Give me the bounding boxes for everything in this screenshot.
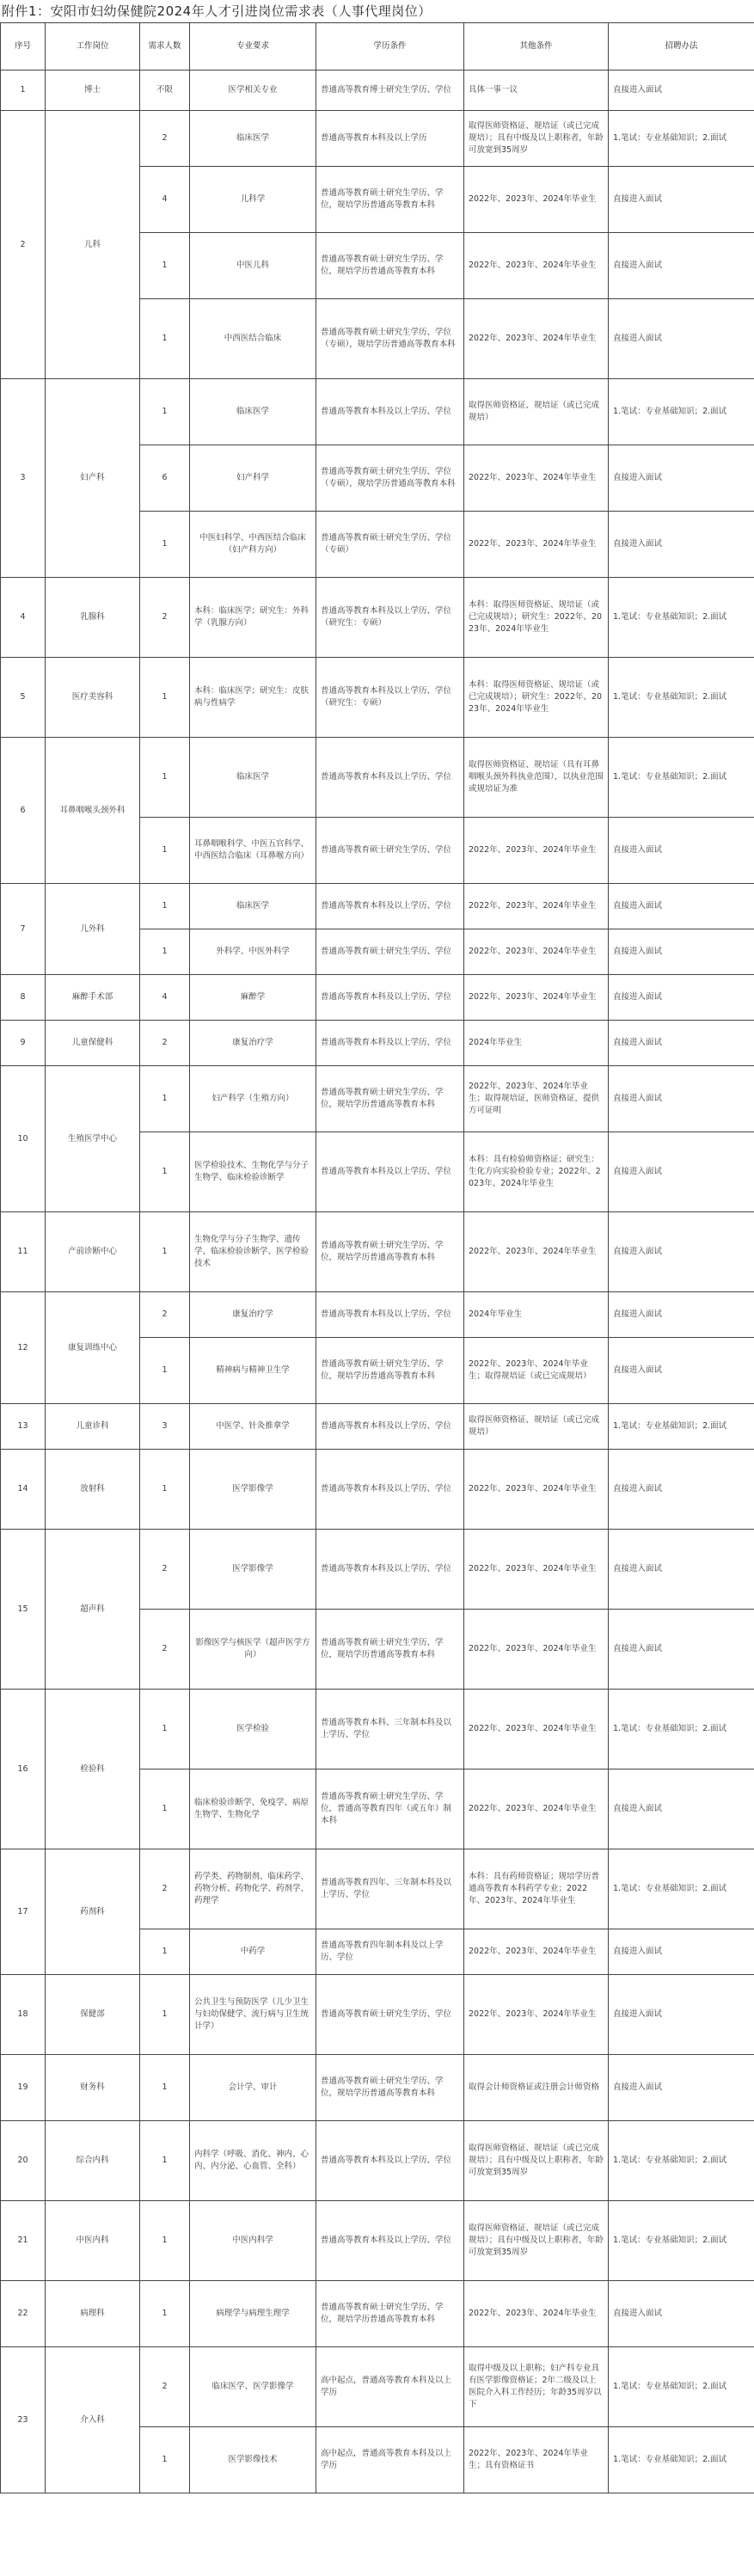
table-row — [1, 1292, 754, 1338]
cell-other: 具体一事一议 — [464, 71, 609, 111]
cell-method: 直接进入面试 — [609, 233, 754, 299]
header-major: 专业要求 — [190, 23, 316, 71]
cell-count: 1 — [140, 1132, 190, 1212]
cell-seq: 22 — [1, 2281, 46, 2347]
cell-count: 2 — [140, 1021, 190, 1066]
header-other: 其他条件 — [464, 23, 609, 71]
cell-other: 2022年、2023年、2024年毕业生 — [464, 818, 609, 884]
header-position: 工作岗位 — [46, 23, 140, 71]
cell-count: 2 — [140, 111, 190, 167]
cell-major: 临床医学 — [190, 738, 316, 818]
cell-method: 直接进入面试 — [609, 1929, 754, 1975]
cell-major: 本科：临床医学；研究生：外科学（乳腺方向） — [190, 578, 316, 658]
cell-position: 病理科 — [46, 2281, 140, 2347]
cell-education: 普通高等教育硕士研究生学历、学位 — [316, 929, 464, 975]
cell-position: 保健部 — [46, 1975, 140, 2055]
cell-other: 2022年、2023年、2024年毕业生 — [464, 512, 609, 578]
cell-count: 1 — [140, 512, 190, 578]
cell-method: 1.笔试：专业基础知识；2.面试 — [609, 1404, 754, 1450]
cell-method: 1.笔试：专业基础知识；2.面试 — [609, 379, 754, 445]
cell-count: 1 — [140, 818, 190, 884]
cell-education: 普通高等教育硕士研究生学历、学位，规培学历普通高等教育本科 — [316, 2055, 464, 2121]
cell-other: 2022年、2023年、2024年毕业生 — [464, 929, 609, 975]
cell-seq: 13 — [1, 1404, 46, 1450]
cell-count: 1 — [140, 2201, 190, 2281]
cell-position: 博士 — [46, 71, 140, 111]
cell-major: 临床医学 — [190, 379, 316, 445]
cell-method: 1.笔试：专业基础知识；2.面试 — [609, 2201, 754, 2281]
cell-education: 普通高等教育本科及以上学历、学位 — [316, 379, 464, 445]
cell-method: 直接进入面试 — [609, 975, 754, 1021]
cell-position: 耳鼻咽喉头颈外科 — [46, 738, 140, 884]
cell-position: 产前诊断中心 — [46, 1212, 140, 1292]
cell-method: 1.笔试：专业基础知识；2.面试 — [609, 1690, 754, 1769]
cell-other: 取得会计师资格证或注册会计师资格 — [464, 2055, 609, 2121]
cell-method: 直接进入面试 — [609, 1769, 754, 1849]
cell-education: 普通高等教育本科及以上学历、学位 — [316, 1450, 464, 1530]
cell-education: 普通高等教育四年制本科及以上学历、学位 — [316, 1929, 464, 1975]
cell-count: 1 — [140, 2281, 190, 2347]
cell-other: 2024年毕业生 — [464, 1021, 609, 1066]
cell-other: 2022年、2023年、2024年毕业生 — [464, 1769, 609, 1849]
table-row — [1, 884, 754, 929]
cell-major: 影像医学与核医学（超声医学方向） — [190, 1610, 316, 1690]
cell-count: 2 — [140, 2347, 190, 2427]
table-row — [1, 71, 754, 111]
cell-seq: 3 — [1, 379, 46, 578]
cell-method: 直接进入面试 — [609, 1021, 754, 1066]
cell-other: 本科：具有检验师资格证；研究生：生化方向实验检验专业；2022年、2023年、2024年毕业生 — [464, 1132, 609, 1212]
table-row — [1, 1404, 754, 1450]
cell-major: 医学影像学 — [190, 1530, 316, 1610]
cell-position: 中医内科 — [46, 2201, 140, 2281]
table-row — [1, 111, 754, 167]
cell-major: 中西医结合临床 — [190, 299, 316, 379]
cell-method: 直接进入面试 — [609, 1530, 754, 1610]
cell-education: 普通高等教育本科及以上学历、学位 — [316, 2121, 464, 2201]
cell-seq: 23 — [1, 2347, 46, 2493]
cell-major: 病理学与病理生理学 — [190, 2281, 316, 2347]
cell-count: 1 — [140, 2055, 190, 2121]
cell-major: 本科：临床医学；研究生：皮肤病与性病学 — [190, 658, 316, 738]
cell-position: 生殖医学中心 — [46, 1066, 140, 1212]
cell-method: 直接进入面试 — [609, 1610, 754, 1690]
cell-method: 1.笔试：专业基础知识；2.面试 — [609, 111, 754, 167]
cell-seq: 19 — [1, 2055, 46, 2121]
cell-method: 直接进入面试 — [609, 1975, 754, 2055]
cell-seq: 21 — [1, 2201, 46, 2281]
cell-method: 直接进入面试 — [609, 1132, 754, 1212]
cell-major: 医学相关专业 — [190, 71, 316, 111]
table-row — [1, 1212, 754, 1292]
table-row — [1, 578, 754, 658]
cell-count: 2 — [140, 1292, 190, 1338]
cell-major: 中医学、针灸推拿学 — [190, 1404, 316, 1450]
cell-other: 2022年、2023年、2024年毕业生；取得规培证（或已完成规培） — [464, 1338, 609, 1404]
cell-position: 康复训练中心 — [46, 1292, 140, 1404]
cell-count: 2 — [140, 578, 190, 658]
cell-position: 放射科 — [46, 1450, 140, 1530]
cell-seq: 7 — [1, 884, 46, 975]
cell-seq: 6 — [1, 738, 46, 884]
recruitment-table — [0, 22, 754, 2493]
cell-seq: 17 — [1, 1849, 46, 1975]
table-row — [1, 1849, 754, 1929]
cell-other: 2022年、2023年、2024年毕业生；取得规培证，医师资格证，提供方可证明 — [464, 1066, 609, 1132]
cell-method: 直接进入面试 — [609, 2281, 754, 2347]
table-row — [1, 1690, 754, 1769]
cell-seq: 5 — [1, 658, 46, 738]
cell-seq: 4 — [1, 578, 46, 658]
cell-count: 不限 — [140, 71, 190, 111]
cell-other: 2022年、2023年、2024年毕业生 — [464, 233, 609, 299]
cell-education: 普通高等教育本科及以上学历、学位 — [316, 1404, 464, 1450]
cell-major: 康复治疗学 — [190, 1292, 316, 1338]
cell-method: 直接进入面试 — [609, 1212, 754, 1292]
cell-education: 普通高等教育硕士研究生学历、学位，规培学历普通高等教育本科 — [316, 1212, 464, 1292]
cell-other: 取得医师资格证、规培证（或已完成规培）；具有中级及以上职称者，年龄可放宽到35周岁 — [464, 2121, 609, 2201]
cell-major: 临床医学 — [190, 884, 316, 929]
cell-education: 普通高等教育硕士研究生学历、学位，规培学历普通高等教育本科 — [316, 167, 464, 233]
cell-other: 本科：具有药师资格证；规培学历普通高等教育本科药学专业；2022年、2023年、2024年毕业生 — [464, 1849, 609, 1929]
cell-count: 1 — [140, 379, 190, 445]
table-row — [1, 2347, 754, 2427]
cell-major: 中医妇科学、中西医结合临床（妇产科方向） — [190, 512, 316, 578]
cell-count: 6 — [140, 445, 190, 512]
cell-major: 康复治疗学 — [190, 1021, 316, 1066]
cell-position: 财务科 — [46, 2055, 140, 2121]
cell-education: 普通高等教育本科及以上学历、学位 — [316, 1132, 464, 1212]
cell-count: 1 — [140, 1338, 190, 1404]
cell-method: 1.笔试：专业基础知识；2.面试 — [609, 1849, 754, 1929]
cell-other: 2022年、2023年、2024年毕业生 — [464, 1690, 609, 1769]
cell-method: 直接进入面试 — [609, 71, 754, 111]
cell-major: 临床检验诊断学、免疫学、病原生物学、生物化学 — [190, 1769, 316, 1849]
cell-education: 普通高等教育本科及以上学历、学位 — [316, 884, 464, 929]
cell-method: 直接进入面试 — [609, 884, 754, 929]
cell-education: 普通高等教育硕士研究生学历、学位，规培学历普通高等教育本科 — [316, 1066, 464, 1132]
cell-other: 2022年、2023年、2024年毕业生 — [464, 2281, 609, 2347]
cell-position: 儿童诊科 — [46, 1404, 140, 1450]
cell-other: 取得中级及以上职称；妇产科专业具有医学影像资格证；2年二级及以上医院介入科工作经历；年龄35周岁以下 — [464, 2347, 609, 2427]
cell-count: 1 — [140, 1769, 190, 1849]
cell-seq: 10 — [1, 1066, 46, 1212]
cell-count: 2 — [140, 1610, 190, 1690]
cell-count: 1 — [140, 929, 190, 975]
cell-count: 4 — [140, 975, 190, 1021]
cell-education: 普通高等教育硕士研究生学历、学位，规培学历普通高等教育本科 — [316, 233, 464, 299]
cell-education: 普通高等教育本科及以上学历、学位 — [316, 2201, 464, 2281]
cell-count: 1 — [140, 658, 190, 738]
cell-count: 1 — [140, 884, 190, 929]
cell-method: 直接进入面试 — [609, 1292, 754, 1338]
cell-seq: 12 — [1, 1292, 46, 1404]
cell-other: 2022年、2023年、2024年毕业生 — [464, 299, 609, 379]
cell-other: 2022年、2023年、2024年毕业生；具有资格证书 — [464, 2427, 609, 2493]
header-education: 学历条件 — [316, 23, 464, 71]
table-row — [1, 2121, 754, 2201]
cell-position: 介入科 — [46, 2347, 140, 2493]
cell-education: 普通高等教育本科及以上学历 — [316, 111, 464, 167]
cell-other: 本科：取得医师资格证、规培证（或已完成规培）；研究生：2022年、2023年、2024年毕业生 — [464, 658, 609, 738]
cell-major: 会计学、审计 — [190, 2055, 316, 2121]
cell-major: 临床医学、医学影像学 — [190, 2347, 316, 2427]
header-count: 需求人数 — [140, 23, 190, 71]
table-row — [1, 2055, 754, 2121]
cell-count: 1 — [140, 299, 190, 379]
cell-position: 药剂科 — [46, 1849, 140, 1975]
table-row — [1, 1021, 754, 1066]
cell-education: 高中起点，普通高等教育本科及以上学历 — [316, 2427, 464, 2493]
cell-major: 妇产科学（生殖方向） — [190, 1066, 316, 1132]
cell-count: 1 — [140, 738, 190, 818]
cell-education: 普通高等教育硕士研究生学历、学位（专硕），规培学历普通高等教育本科 — [316, 445, 464, 512]
cell-count: 3 — [140, 1404, 190, 1450]
cell-method: 直接进入面试 — [609, 929, 754, 975]
cell-education: 高中起点，普通高等教育本科及以上学历 — [316, 2347, 464, 2427]
cell-position: 儿外科 — [46, 884, 140, 975]
cell-other: 2022年、2023年、2024年毕业生 — [464, 1212, 609, 1292]
cell-method: 直接进入面试 — [609, 1066, 754, 1132]
cell-count: 2 — [140, 1849, 190, 1929]
cell-position: 医疗美容科 — [46, 658, 140, 738]
cell-major: 麻醉学 — [190, 975, 316, 1021]
cell-major: 医学检验 — [190, 1690, 316, 1769]
cell-education: 普通高等教育硕士研究生学历、学位（专硕） — [316, 512, 464, 578]
cell-position: 综合内科 — [46, 2121, 140, 2201]
cell-method: 直接进入面试 — [609, 512, 754, 578]
cell-education: 普通高等教育本科及以上学历、学位 — [316, 1292, 464, 1338]
cell-major: 公共卫生与预防医学（儿少卫生与妇幼保健学、流行病与卫生统计学） — [190, 1975, 316, 2055]
cell-count: 1 — [140, 233, 190, 299]
cell-other: 2022年、2023年、2024年毕业生 — [464, 1450, 609, 1530]
cell-major: 药学类、药物制剂、临床药学、药物分析、药物化学、药剂学、药理学 — [190, 1849, 316, 1929]
cell-method: 1.笔试：专业基础知识；2.面试 — [609, 2347, 754, 2427]
table-row — [1, 738, 754, 818]
cell-education: 普通高等教育硕士研究生学历、学位，规培学历普通高等教育本科 — [316, 1338, 464, 1404]
table-row — [1, 1975, 754, 2055]
cell-method: 1.笔试：专业基础知识；2.面试 — [609, 578, 754, 658]
cell-count: 1 — [140, 1066, 190, 1132]
table-row — [1, 1450, 754, 1530]
cell-seq: 18 — [1, 1975, 46, 2055]
cell-education: 普通高等教育本科及以上学历、学位 — [316, 975, 464, 1021]
cell-education: 普通高等教育本科及以上学历、学位 — [316, 738, 464, 818]
cell-count: 1 — [140, 1929, 190, 1975]
cell-count: 2 — [140, 1530, 190, 1610]
cell-seq: 9 — [1, 1021, 46, 1066]
cell-position: 麻醉手术部 — [46, 975, 140, 1021]
cell-seq: 1 — [1, 71, 46, 111]
table-row — [1, 1530, 754, 1610]
cell-position: 检验科 — [46, 1690, 140, 1849]
cell-other: 取得医师资格证、规培证（或已完成规培） — [464, 379, 609, 445]
cell-seq: 16 — [1, 1690, 46, 1849]
table-row — [1, 975, 754, 1021]
table-row — [1, 1066, 754, 1132]
cell-other: 2022年、2023年、2024年毕业生 — [464, 1975, 609, 2055]
cell-major: 医学检验技术、生物化学与分子生物学、临床检验诊断学 — [190, 1132, 316, 1212]
cell-seq: 2 — [1, 111, 46, 379]
cell-seq: 20 — [1, 2121, 46, 2201]
cell-education: 普通高等教育博士研究生学历、学位 — [316, 71, 464, 111]
cell-education: 普通高等教育硕士研究生学历、学位 — [316, 818, 464, 884]
cell-position: 儿童保健科 — [46, 1021, 140, 1066]
cell-seq: 11 — [1, 1212, 46, 1292]
cell-other: 取得医师资格证、规培证（或已完成规培）；具有中级及以上职称者，年龄可放宽到35周岁 — [464, 111, 609, 167]
cell-other: 2022年、2023年、2024年毕业生 — [464, 167, 609, 233]
cell-education: 普通高等教育四年、三年制本科及以上学历、学位 — [316, 1849, 464, 1929]
cell-method: 1.笔试：专业基础知识；2.面试 — [609, 2121, 754, 2201]
cell-count: 1 — [140, 1690, 190, 1769]
cell-seq: 14 — [1, 1450, 46, 1530]
cell-method: 直接进入面试 — [609, 299, 754, 379]
table-row — [1, 658, 754, 738]
cell-other: 取得医师资格证、规培证（或已完成规培） — [464, 1404, 609, 1450]
cell-other: 取得医师资格证、规培证（或已完成规培）；具有中级及以上职称者，年龄可放宽到35周岁 — [464, 2201, 609, 2281]
cell-other: 2022年、2023年、2024年毕业生 — [464, 1530, 609, 1610]
cell-count: 1 — [140, 1975, 190, 2055]
cell-major: 内科学（呼吸、消化、神内、心内、内分泌、心血管、全科） — [190, 2121, 316, 2201]
cell-education: 普通高等教育硕士研究生学历、学位，规培学历普通高等教育本科 — [316, 2281, 464, 2347]
cell-count: 1 — [140, 2427, 190, 2493]
cell-education: 普通高等教育本科及以上学历、学位（研究生：专硕） — [316, 578, 464, 658]
cell-method: 直接进入面试 — [609, 818, 754, 884]
cell-position: 妇产科 — [46, 379, 140, 578]
cell-major: 中药学 — [190, 1929, 316, 1975]
cell-major: 外科学、中医外科学 — [190, 929, 316, 975]
cell-seq: 15 — [1, 1530, 46, 1690]
cell-other: 2022年、2023年、2024年毕业生 — [464, 1929, 609, 1975]
cell-method: 直接进入面试 — [609, 167, 754, 233]
cell-major: 精神病与精神卫生学 — [190, 1338, 316, 1404]
cell-major: 耳鼻咽喉科学、中医五官科学、中西医结合临床（耳鼻喉方向） — [190, 818, 316, 884]
cell-position: 儿科 — [46, 111, 140, 379]
cell-education: 普通高等教育本科及以上学历、学位 — [316, 1021, 464, 1066]
cell-major: 儿科学 — [190, 167, 316, 233]
cell-other: 2022年、2023年、2024年毕业生 — [464, 1610, 609, 1690]
cell-other: 2022年、2023年、2024年毕业生 — [464, 975, 609, 1021]
cell-major: 医学影像学 — [190, 1450, 316, 1530]
cell-education: 普通高等教育硕士研究生学历、学位 — [316, 1975, 464, 2055]
header-method: 招聘办法 — [609, 23, 754, 71]
table-row — [1, 2201, 754, 2281]
cell-major: 中医儿科 — [190, 233, 316, 299]
cell-education: 普通高等教育硕士研究生学历、学位（专硕），规培学历普通高等教育本科 — [316, 299, 464, 379]
cell-method: 直接进入面试 — [609, 1338, 754, 1404]
cell-major: 生物化学与分子生物学、遗传学、临床检验诊断学、医学检验技术 — [190, 1212, 316, 1292]
cell-count: 1 — [140, 1212, 190, 1292]
cell-other: 2024年毕业生 — [464, 1292, 609, 1338]
cell-education: 普通高等教育硕士研究生学历、学位，规培学历普通高等教育本科 — [316, 1610, 464, 1690]
cell-method: 1.笔试：专业基础知识；2.面试 — [609, 738, 754, 818]
cell-education: 普通高等教育本科、三年制本科及以上学历、学位 — [316, 1690, 464, 1769]
cell-major: 妇产科学 — [190, 445, 316, 512]
cell-other: 本科：取得医师资格证、规培证（或已完成规培）；研究生：2022年、2023年、2024年毕业生 — [464, 578, 609, 658]
cell-method: 直接进入面试 — [609, 1450, 754, 1530]
cell-education: 普通高等教育本科及以上学历、学位 — [316, 1530, 464, 1610]
cell-education: 普通高等教育硕士研究生学历、学位，普通高等教育四年（或五年）制本科 — [316, 1769, 464, 1849]
cell-major: 医学影像技术 — [190, 2427, 316, 2493]
cell-method: 直接进入面试 — [609, 2055, 754, 2121]
cell-position: 超声科 — [46, 1530, 140, 1690]
cell-position: 乳腺科 — [46, 578, 140, 658]
cell-count: 1 — [140, 1450, 190, 1530]
cell-seq: 8 — [1, 975, 46, 1021]
cell-major: 临床医学 — [190, 111, 316, 167]
cell-count: 1 — [140, 2121, 190, 2201]
cell-other: 2022年、2023年、2024年毕业生 — [464, 884, 609, 929]
table-row — [1, 2281, 754, 2347]
header-seq: 序号 — [1, 23, 46, 71]
table-header-row — [1, 23, 754, 71]
table-row — [1, 379, 754, 445]
cell-other: 2022年、2023年、2024年毕业生 — [464, 445, 609, 512]
cell-count: 4 — [140, 167, 190, 233]
cell-major: 中医内科学 — [190, 2201, 316, 2281]
cell-other: 取得医师资格证、规培证（具有耳鼻咽喉头颈外科执业范围），以执业范围或规培证为准 — [464, 738, 609, 818]
cell-method: 直接进入面试 — [609, 445, 754, 512]
page-title: 附件1：安阳市妇幼保健院2024年人才引进岗位需求表（人事代理岗位） — [2, 3, 432, 19]
cell-method: 1.笔试：专业基础知识；2.面试 — [609, 2427, 754, 2493]
cell-education: 普通高等教育本科及以上学历、学位（研究生：专硕） — [316, 658, 464, 738]
cell-method: 1.笔试：专业基础知识；2.面试 — [609, 658, 754, 738]
